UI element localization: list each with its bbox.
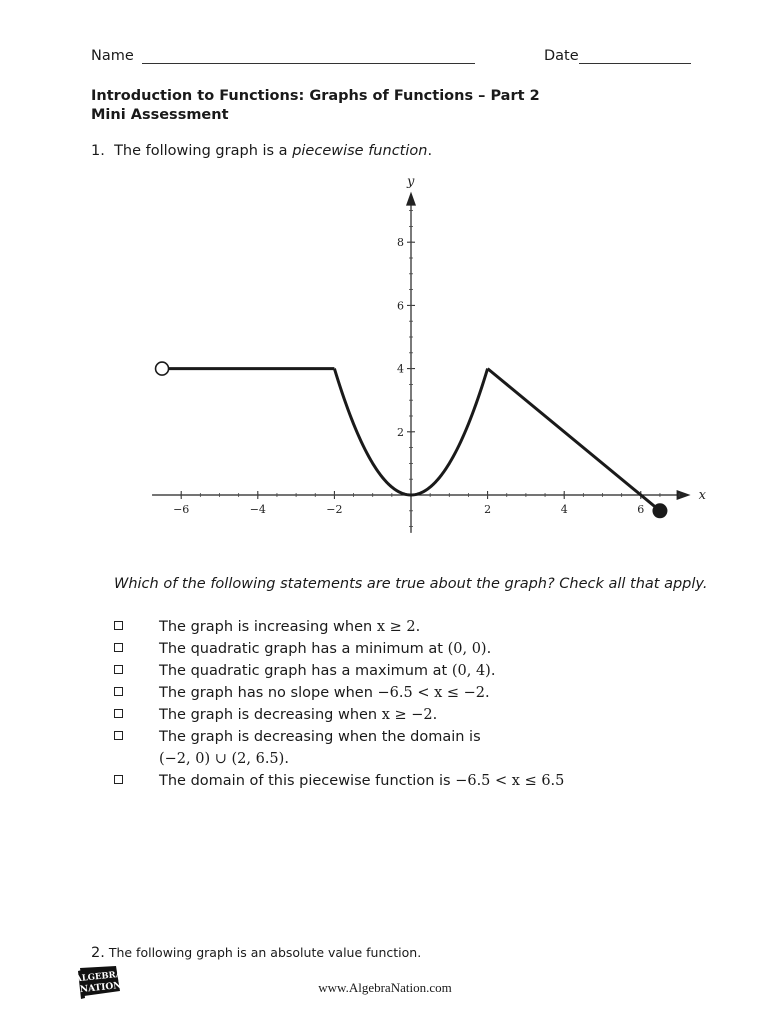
- x-tick-label: 6: [637, 503, 645, 516]
- answer-option-text: [159, 616, 420, 638]
- question-2-text: The following graph is an absolute value function.: [108, 945, 422, 960]
- answer-option-label: The graph is increasing when: [159, 619, 377, 635]
- answer-checkbox[interactable]: [114, 621, 123, 630]
- answer-checkbox[interactable]: [114, 709, 123, 718]
- answer-checkbox[interactable]: [114, 643, 123, 652]
- x-tick-label: 4: [560, 503, 568, 516]
- answer-option-text: [159, 660, 495, 682]
- x-axis-label: x: [698, 488, 706, 503]
- closed-endpoint: [653, 504, 667, 518]
- question-1-emphasis: piecewise function: [292, 143, 428, 159]
- answer-option-math: x ≥ 2.: [376, 619, 421, 635]
- x-tick-label: −4: [249, 503, 266, 516]
- answer-option-math: (−2, 0) ∪ (2, 6.5).: [159, 751, 289, 767]
- date-blank[interactable]: [579, 63, 691, 64]
- y-axis-label: y: [407, 174, 415, 190]
- answer-option-label: The graph is decreasing when: [159, 707, 382, 723]
- question-1-text-prefix: The following graph is a: [114, 143, 293, 159]
- answer-option-label: The quadratic graph has a maximum at: [159, 663, 452, 679]
- answer-option-math: (0, 4).: [451, 663, 496, 679]
- piecewise-function-graph: [140, 174, 706, 540]
- answer-option-label: The graph is decreasing when the domain is: [159, 729, 481, 745]
- answer-checkbox[interactable]: [114, 775, 123, 784]
- answer-option-text: [159, 704, 437, 726]
- answer-option-math: −6.5 < x ≤ −2.: [377, 685, 490, 701]
- question-1-text-suffix: .: [427, 143, 433, 159]
- name-field: [91, 48, 475, 64]
- y-tick-label: 4: [397, 362, 404, 376]
- title-line-2: Mini Assessment: [91, 107, 229, 123]
- answer-option-text: [159, 638, 491, 660]
- x-tick-label: −2: [326, 503, 343, 516]
- answer-option-text: [159, 770, 564, 792]
- open-endpoint: [156, 362, 169, 375]
- title-line-1: Introduction to Functions: Graphs of Functions – Part 2: [91, 88, 540, 104]
- question-2-stem: [91, 945, 421, 961]
- linear-piece: [488, 369, 660, 511]
- name-label: Name: [91, 48, 134, 64]
- date-label: Date: [544, 48, 579, 64]
- answer-checkbox[interactable]: [114, 731, 123, 740]
- logo-text-line-2: NATION: [79, 980, 123, 996]
- answer-checkbox[interactable]: [114, 665, 123, 674]
- y-tick-label: 8: [397, 236, 404, 250]
- answer-option-text: [159, 682, 490, 704]
- page-title: [91, 87, 540, 125]
- answer-option-math: (0, 0).: [447, 641, 492, 657]
- footer-url[interactable]: www.AlgebraNation.com: [318, 980, 452, 995]
- answer-option-math: −6.5 < x ≤ 6.5: [455, 773, 565, 789]
- answer-option-label: The quadratic graph has a minimum at: [159, 641, 448, 657]
- question-1-number: 1.: [91, 143, 105, 159]
- answer-checkbox[interactable]: [114, 687, 123, 696]
- date-field: [544, 48, 691, 64]
- x-tick-label: 2: [484, 503, 492, 516]
- question-1-prompt: Which of the following statements are true about the graph? Check all that apply.: [114, 576, 708, 592]
- question-1-stem: [91, 143, 432, 159]
- y-axis-arrow: [406, 192, 416, 206]
- x-axis-arrow: [677, 490, 691, 500]
- logo-text-line-1: ALGEBRA: [74, 969, 123, 985]
- y-tick-label: 2: [397, 425, 404, 439]
- x-tick-label: −6: [173, 503, 190, 516]
- answer-option-text: [159, 726, 481, 770]
- y-tick-label: 6: [397, 299, 404, 313]
- question-2-number: 2.: [91, 945, 105, 961]
- answer-option-label: The domain of this piecewise function is: [159, 773, 456, 789]
- answer-option-label: The graph has no slope when: [159, 685, 378, 701]
- name-blank[interactable]: [142, 63, 475, 64]
- answer-option-math: x ≥ −2.: [381, 707, 438, 723]
